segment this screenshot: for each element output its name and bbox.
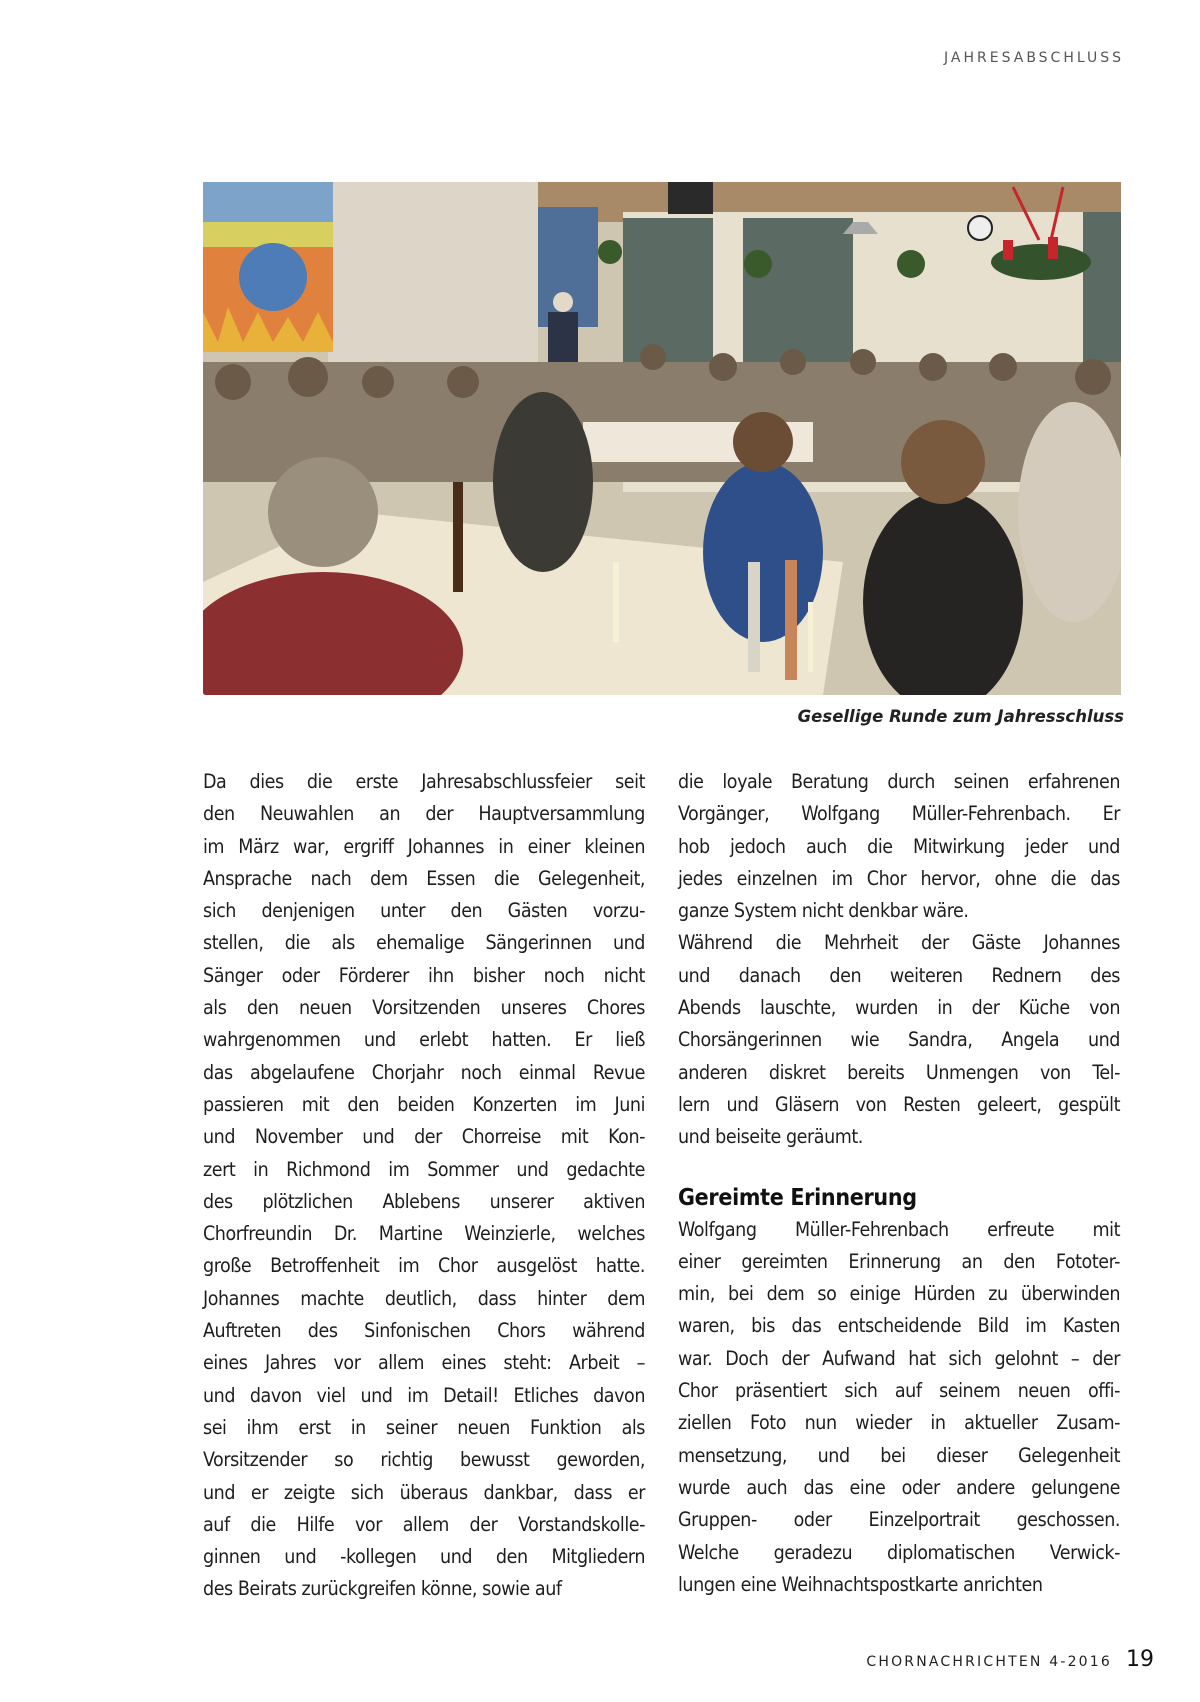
text-line: wurde auch das eine oder andere gelungene [678, 1475, 1120, 1499]
text-line: ginnen und -kollegen und den Mitgliedern [203, 1545, 645, 1569]
text-line: große Betroffenheit im Chor ausgelöst hatte. [203, 1254, 645, 1278]
text-line: einer gereimten Erinnerung an den Fototer- [678, 1249, 1120, 1273]
text-line: Wolfgang Müller-Fehrenbach erfreute mit [678, 1217, 1120, 1241]
text-line: hob jedoch auch die Mitwirkung jeder und [678, 834, 1120, 858]
page-number: 19 [1126, 1647, 1154, 1672]
section-subheading: Gereimte Erinnerung [678, 1184, 917, 1211]
text-line: Chorfreundin Dr. Martine Weinzierle, welches [203, 1222, 645, 1246]
text-line: jedes einzelnen im Chor hervor, ohne die das [678, 866, 1120, 890]
article-paragraphs-right [678, 766, 1120, 1154]
text-line: Abends lauschte, wurden in der Küche von [678, 996, 1120, 1020]
text-line: Welche geradezu diplomatischen Verwick- [678, 1540, 1120, 1564]
text-line: im März war, ergriff Johannes in einer kleinen [203, 834, 645, 858]
text-line: auf die Hilfe vor allem der Vorstandskolle- [203, 1512, 645, 1536]
text-line: ganze System nicht denkbar wäre. [678, 899, 969, 923]
text-line: den Neuwahlen an der Hauptversammlung [203, 802, 645, 826]
text-line: sich denjenigen unter den Gästen vorzu- [203, 899, 645, 923]
text-line: anderen diskret bereits Unmengen von Tel- [678, 1060, 1120, 1084]
text-line: Vorsitzender so richtig bewusst geworden, [203, 1448, 645, 1472]
text-line: und er zeigte sich überaus dankbar, dass er [203, 1480, 645, 1504]
text-line: und beiseite geräumt. [678, 1125, 863, 1149]
text-line: min, bei dem so einige Hürden zu überwinden [678, 1282, 1120, 1306]
text-line: war. Doch der Aufwand hat sich gelohnt – der [678, 1346, 1120, 1370]
text-line: Johannes machte deutlich, dass hinter dem [203, 1286, 645, 1310]
text-line: Auftreten des Sinfonischen Chors während [203, 1319, 645, 1343]
article-paragraphs-right-continued [678, 1214, 1120, 1602]
text-line: stellen, die als ehemalige Sängerinnen und [203, 931, 645, 955]
text-line: Chorsängerinnen wie Sandra, Angela und [678, 1028, 1120, 1052]
photo-caption: Gesellige Runde zum Jahresschluss [797, 707, 1124, 726]
text-line: und November und der Chorreise mit Kon- [203, 1125, 645, 1149]
text-line: des plötzlichen Ablebens unserer aktiven [203, 1189, 645, 1213]
text-line: eines Jahres vor allem eines steht: Arbeit – [203, 1351, 645, 1375]
text-line: lungen eine Weihnachtspostkarte anrichten [678, 1572, 1043, 1596]
event-photo [203, 182, 1121, 695]
text-line: zert in Richmond im Sommer und gedachte [203, 1157, 645, 1181]
text-line: Während die Mehrheit der Gäste Johannes [678, 931, 1120, 955]
text-line: mensetzung, und bei dieser Gelegenheit [678, 1443, 1120, 1467]
text-line: Chor präsentiert sich auf seinem neuen offi- [678, 1379, 1120, 1403]
text-line: und davon viel und im Detail! Etliches davon [203, 1383, 645, 1407]
text-line: Da dies die erste Jahresabschlussfeier seit [203, 770, 645, 793]
text-line: und danach den weiteren Rednern des [678, 963, 1120, 987]
text-line: lern und Gläsern von Resten geleert, gespült [678, 1092, 1120, 1116]
text-line: wahrgenommen und erlebt hatten. Er ließ [203, 1028, 645, 1052]
text-line: Gruppen- oder Einzelportrait geschossen. [678, 1508, 1120, 1532]
text-line: die loyale Beratung durch seinen erfahrenen [678, 770, 1120, 793]
text-line: passieren mit den beiden Konzerten im Juni [203, 1092, 645, 1116]
text-line: waren, bis das entscheidende Bild im Kasten [678, 1314, 1120, 1338]
text-line: ziellen Foto nun wieder in aktueller Zusam- [678, 1411, 1120, 1435]
running-head-section: JAHRESABSCHLUSS [944, 50, 1124, 66]
text-line: Ansprache nach dem Essen die Gelegenheit, [203, 866, 645, 890]
article-column-right [678, 766, 1120, 1601]
article-column-left [203, 766, 645, 1606]
photo-illustration [203, 182, 1121, 695]
text-line: sei ihm erst in seiner neuen Funktion als [203, 1415, 645, 1439]
page-footer [866, 1647, 1154, 1672]
text-line: als den neuen Vorsitzenden unseres Chores [203, 996, 645, 1020]
publication-title: CHORNACHRICHTEN 4-2016 [866, 1654, 1112, 1670]
text-line: Sänger oder Förderer ihn bisher noch nicht [203, 963, 645, 987]
text-line: das abgelaufene Chorjahr noch einmal Revue [203, 1060, 645, 1084]
text-line: des Beirats zurückgreifen könne, sowie auf [203, 1577, 562, 1601]
text-line: Vorgänger, Wolfgang Müller-Fehrenbach. Er [678, 802, 1120, 826]
